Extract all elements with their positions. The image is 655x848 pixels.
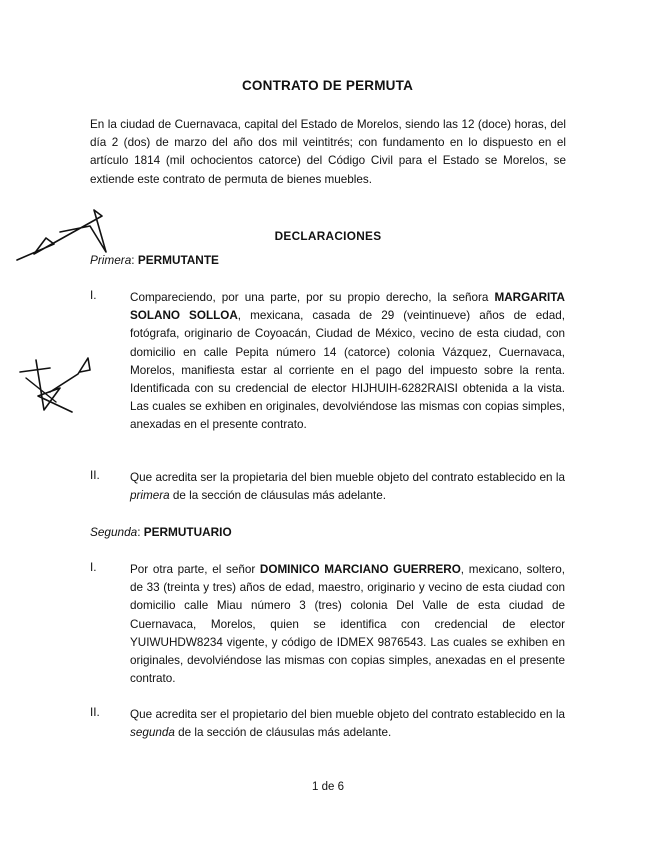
declaraciones-heading: DECLARACIONES (274, 229, 382, 243)
primera-item-2-italic: primera (130, 489, 170, 503)
primera-item-2-number: II. (90, 469, 100, 482)
permutuario-name: DOMINICO MARCIANO GUERRERO (259, 563, 461, 576)
primera-heading (90, 253, 219, 267)
segunda-item-1-pre: Por otra parte, el señor (130, 563, 260, 576)
segunda-item-2-pre: Que acredita ser el propietario del bien mueble objeto del contrato establecido en la (130, 708, 565, 721)
segunda-item-2-italic: segunda (130, 726, 175, 740)
primera-separator: : (131, 253, 138, 267)
segunda-label: Segunda (90, 525, 138, 539)
primera-item-2-post: de la sección de cláusulas más adelante. (169, 489, 386, 503)
segunda-value: PERMUTUARIO (143, 525, 232, 539)
primera-item-2-pre: Que acredita ser la propietaria del bien mueble objeto del contrato establecido en la (130, 471, 565, 484)
page-number: 1 de 6 (312, 781, 344, 793)
document-title: CONTRATO DE PERMUTA (241, 78, 414, 93)
permutante-name: MARGARITA SOLANO SOLLOA (130, 291, 565, 323)
segunda-item-2-post: de la sección de cláusulas más adelante. (174, 726, 392, 740)
segunda-separator: : (137, 525, 144, 539)
primera-item-1-text (130, 289, 565, 435)
primera-item-1-post: , mexicana, casada de 29 (veintinueve) años de edad, fotógrafa, originario de Coyoacán, Ciudad de México, vecino de esta ciudad, con domicilio en calle Pepita número 14 (catorce) colonia Vázquez, Cuernavaca, Morelos, manifiesta estar al corriente en el pago del impuesto sobre la renta. Identificada con su credencial de elector HIJHUIH-6282RAISI obtenida a la vista. Las cuales se exhiben en originales, devolviéndose las mismas con copias simples, anexadas en el presente contrato. (130, 309, 565, 432)
primera-item-2-text (130, 469, 565, 505)
primera-item-1-number: I. (90, 289, 97, 302)
primera-item-1-pre: Compareciendo, por una parte, por su propio derecho, la señora (130, 291, 495, 304)
primera-label: Primera (90, 253, 132, 267)
segunda-item-1-post: , mexicano, soltero, de 33 (treinta y tres) años de edad, maestro, originario y vecino de esta ciudad con domicilio calle Miau número 3 (tres) colonia Del Valle de esta ciudad de Cuernavaca, Morelos, quien se identifica con credencial de elector YUIWUHDW8234 vigente, y código de IDMEX 9876543. Las cuales se exhiben en originales, devolviéndose las mismas con copias simples, anexadas en el presente contrato. (130, 563, 565, 686)
signature-mark-2 (16, 350, 96, 416)
segunda-heading (90, 525, 232, 539)
intro-paragraph: En la ciudad de Cuernavaca, capital del Estado de Morelos, siendo las 12 (doce) horas, del día 2 (dos) de marzo del año dos mil veintitrés; con fundamento en lo dispuesto en el artículo 1814 (mil ochocientos catorce) del Código Civil para el Estado se Morelos, se extiende este contrato de permuta de bienes muebles. (90, 118, 566, 186)
segunda-item-1-number: I. (90, 561, 97, 574)
segunda-item-1-text (130, 561, 565, 688)
segunda-item-2-text (130, 706, 565, 742)
segunda-item-2-number: II. (90, 706, 100, 719)
primera-value: PERMUTANTE (137, 253, 219, 267)
